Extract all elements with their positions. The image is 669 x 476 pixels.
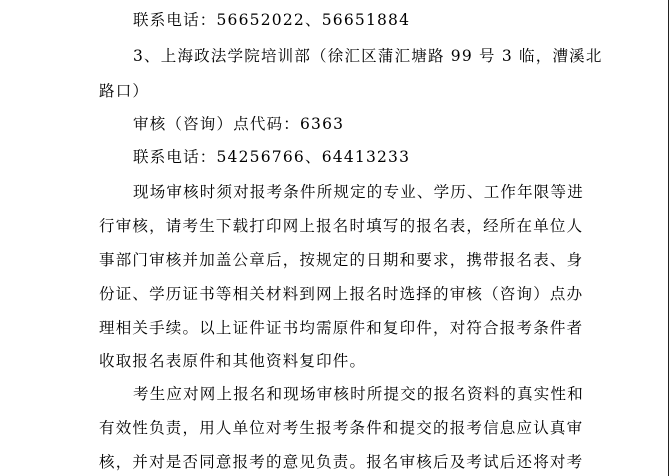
paragraph-review-line-6: 收取报名表原件和其他资料复印件。 [99,352,367,370]
paragraph-review-line-5: 理相关手续。以上证件证书均需原件和复印件，对符合报考条件者 [99,319,584,337]
training-center-3-line: 3、上海政法学院培训部（徐汇区蒲汇塘路 99 号 3 临，漕溪北 [133,47,603,65]
paragraph-review-line-4: 份证、学历证书等相关材料到网上报名时选择的审核（咨询）点办 [99,285,584,303]
paragraph-responsibility-line-2: 有效性负责，用人单位对考生报考条件和提交的报考信息应认真审 [99,419,584,437]
paragraph-responsibility-line-3: 核，并对是否同意报考的意见负责。报名审核后及考试后还将对考 [99,453,584,471]
paragraph-responsibility-line-1: 考生应对网上报名和现场审核时所提交的报名资料的真实性和 [133,385,584,403]
review-code-line: 审核（咨询）点代码：6363 [133,115,345,133]
contact-phone-line-1: 联系电话：56652022、56651884 [133,11,411,29]
paragraph-review-line-1: 现场审核时须对报考条件所规定的专业、学历、工作年限等进 [133,183,584,201]
paragraph-review-line-2: 行审核，请考生下载打印网上报名时填写的报名表，经所在单位人 [99,217,584,235]
paragraph-review-line-3: 事部门审核并加盖公章后，按规定的日期和要求，携带报名表、身 [99,251,584,269]
training-center-3-line-cont: 路口） [99,82,150,100]
contact-phone-line-2: 联系电话：54256766、64413233 [133,148,411,166]
